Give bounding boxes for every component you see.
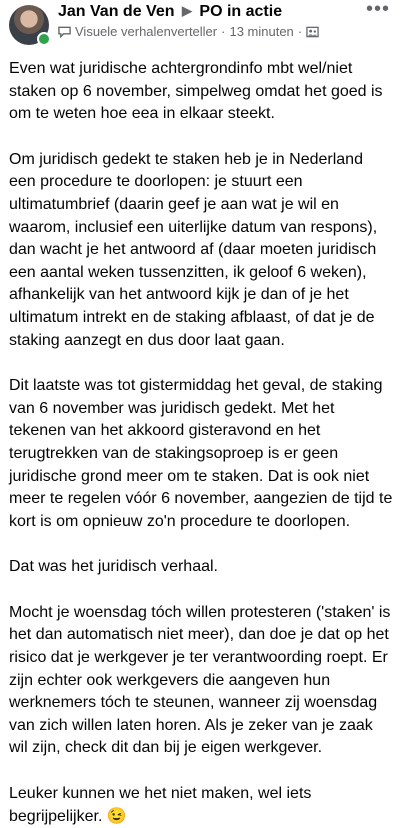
- author-name[interactable]: Jan Van de Ven: [58, 3, 175, 20]
- post-paragraph: Om juridisch gedekt te staken heb je in Nederland een procedure te doorlopen: je stuurt een ultimatumbrief (daarin geef je aan wat je wil en waarom, inclusief een uiterlijke datum van respons), dan wacht je het antwoord af (daar moeten juridisch een aantal weken tussenzitten, ik geloof 6 weken), afhankelijk van het antwoord kijk je dan of je het ultimatum intrekt en de staking afblaast, of dat je de staking aanzegt en dus door laat gaan.: [9, 150, 378, 349]
- group-name[interactable]: PO in actie: [199, 3, 283, 20]
- group-privacy-icon: [306, 26, 319, 38]
- post-paragraph: Leuker kunnen we het niet maken, wel iets begrijpelijker. 😉: [9, 785, 312, 825]
- post-body: [9, 58, 394, 828]
- post-header: [0, 0, 400, 50]
- avatar[interactable]: [9, 5, 49, 45]
- post-paragraph: Mocht je woensdag tóch willen protesteren ('staken' is het dan automatisch niet meer), dan doe je dat op het risico dat je werkgever je ter verantwoording roept. Er zijn echter ook werkgevers die aangeven hun werknemers tóch te steunen, wanneer zij woensdag van zich willen laten horen. Als je zeker van je zaak wil zijn, check dit dan bij je eigen werkgever.: [9, 603, 391, 757]
- author-badge: Visuele verhalenverteller: [75, 24, 218, 39]
- online-status-dot: [37, 32, 51, 46]
- speech-bubble-icon: [58, 26, 71, 38]
- post-meta: [58, 24, 323, 39]
- post-paragraph: Even wat juridische achtergrondinfo mbt wel/niet staken op 6 november, simpelweg omdat het goed is om te weten hoe eea in elkaar steekt.: [9, 60, 383, 123]
- post-time[interactable]: 13 minuten: [229, 24, 294, 39]
- separator-dot: ·: [221, 24, 226, 39]
- group-arrow-icon: ▶: [181, 3, 192, 18]
- post-paragraph: Dat was het juridisch verhaal.: [9, 558, 218, 576]
- post-paragraph: Dit laatste was tot gistermiddag het geval, de staking van 6 november was juridisch gedekt. Met het tekenen van het akkoord gisteravond en het terugtrekken van de stakingsoproep is er geen juridische grond meer om te staken. Dat is ook niet meer te regelen vóór 6 november, aangezien de tijd te kort is om opnieuw zo'n procedure te doorlopen.: [9, 377, 393, 530]
- more-options-button[interactable]: •••: [365, 0, 390, 20]
- post-title: [58, 3, 282, 21]
- separator-dot: ·: [297, 24, 303, 39]
